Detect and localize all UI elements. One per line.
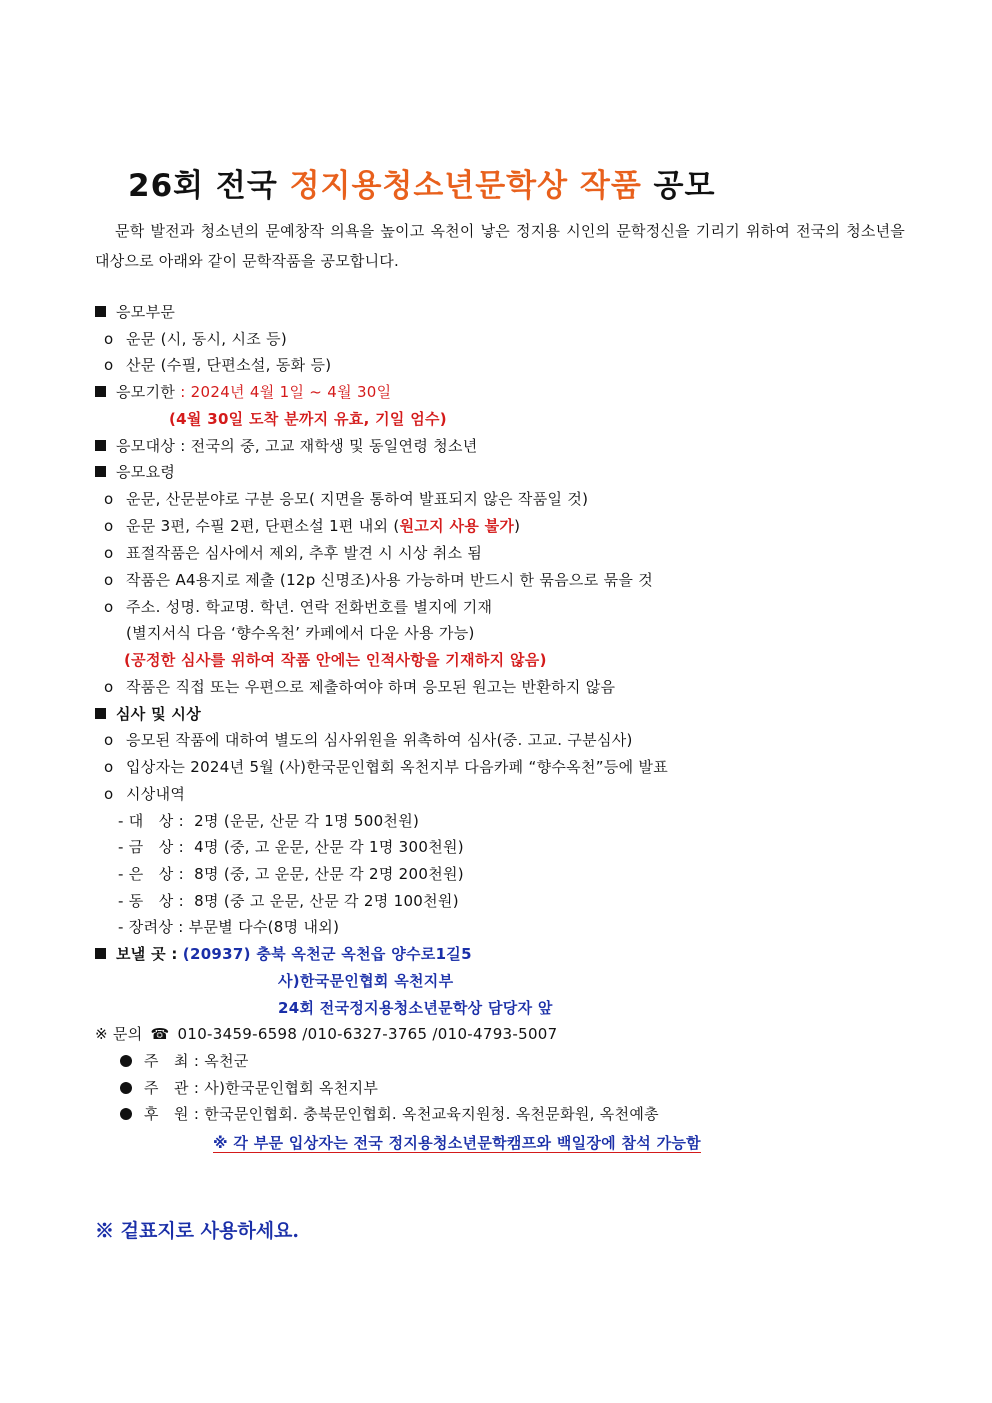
organizer-label: 후 원 xyxy=(144,1105,189,1123)
guide-item xyxy=(104,542,482,563)
circle-bullet-icon: o xyxy=(104,571,114,589)
send-recipient: 24회 전국정지용청소년문학상 담당자 앞 xyxy=(278,999,553,1017)
organizer-label: 주 관 xyxy=(144,1079,189,1097)
organizer-row: 주 최 : 옥천군 xyxy=(120,1050,249,1071)
judging-item-text: 응모된 작품에 대하여 별도의 심사위원을 위촉하여 심사(중. 고교. 구분심사) xyxy=(126,731,633,749)
guide-item-privacy-note: (공정한 심사를 위하여 작품 안에는 인적사항을 기재하지 않음) xyxy=(124,651,547,669)
guide-item xyxy=(104,596,492,617)
judging-item xyxy=(104,729,633,750)
page-title xyxy=(128,160,715,205)
dot-bullet-icon xyxy=(120,1108,132,1120)
dot-bullet-icon xyxy=(120,1055,132,1067)
send-row xyxy=(95,943,472,964)
phone-icon: ☎ xyxy=(150,1025,170,1043)
judging-heading: 심사 및 시상 xyxy=(116,705,201,723)
guide-heading-row xyxy=(95,461,175,482)
title-highlight: 정지용청소년문학상 작품 xyxy=(289,168,642,204)
guide-item-text: 운문 3편, 수필 2편, 단편소설 1편 내외 ( xyxy=(126,517,400,535)
square-bullet-icon xyxy=(95,466,106,477)
circle-bullet-icon: o xyxy=(104,731,114,749)
guide-item xyxy=(104,676,615,697)
send-heading: 보낼 곳 : xyxy=(116,945,178,963)
category-heading: 응모부문 xyxy=(116,303,176,321)
judging-heading-row xyxy=(95,703,201,724)
guide-heading: 응모요령 xyxy=(116,463,176,481)
contact-label: ※ 문의 xyxy=(95,1025,143,1043)
guide-item xyxy=(104,488,588,509)
prize-row: - 대 상 : 2명 (운문, 산문 각 1명 500천원) xyxy=(118,812,420,830)
period-heading: 응모기한 xyxy=(116,383,176,401)
circle-bullet-icon: o xyxy=(104,598,114,616)
prize-row: - 장려상 : 부문별 다수(8명 내외) xyxy=(118,918,340,936)
target-text: : 전국의 중, 고교 재학생 및 동일연령 청소년 xyxy=(175,437,478,455)
category-item xyxy=(104,354,331,375)
circle-bullet-icon: o xyxy=(104,785,114,803)
guide-item-text-end: ) xyxy=(514,517,521,535)
title-suffix: 공모 xyxy=(641,168,716,204)
cover-page-note: ※ 겉표지로 사용하세요. xyxy=(95,1220,300,1242)
organizer-value: 옥천군 xyxy=(204,1052,249,1070)
square-bullet-icon xyxy=(95,386,106,397)
organizer-label: 주 최 xyxy=(144,1052,189,1070)
guide-item-text: 작품은 A4용지로 제출 (12p 신명조)사용 가능하며 반드시 한 묶음으로 묶을 것 xyxy=(126,571,654,589)
prize-row: - 은 상 : 8명 (중, 고 운문, 산문 각 2명 200천원) xyxy=(118,865,464,883)
prize-row: - 금 상 : 4명 (중, 고 운문, 산문 각 1명 300천원) xyxy=(118,838,464,856)
judging-item-text: 시상내역 xyxy=(126,785,186,803)
dot-bullet-icon xyxy=(120,1082,132,1094)
guide-item-subnote: (별지서식 다음 ‘향수옥천’ 카페에서 다운 사용 가능) xyxy=(126,624,475,642)
category-item xyxy=(104,328,287,349)
circle-bullet-icon: o xyxy=(104,517,114,535)
guide-item-text: 표절작품은 심사에서 제외, 추후 발견 시 시상 취소 됨 xyxy=(126,544,483,562)
square-bullet-icon xyxy=(95,440,106,451)
period-row xyxy=(95,381,391,402)
target-row xyxy=(95,435,478,456)
guide-item-text: 주소. 성명. 학교명. 학년. 연락 전화번호를 별지에 기재 xyxy=(126,598,493,616)
square-bullet-icon xyxy=(95,948,106,959)
organizer-row: 주 관 : 사)한국문인협회 옥천지부 xyxy=(120,1077,378,1098)
target-heading: 응모대상 xyxy=(116,437,176,455)
organizer-value: 한국문인협회. 충북문인협회. 옥천교육지원청. 옥천문화원, 옥천예총 xyxy=(204,1105,659,1123)
title-prefix: 26회 전국 xyxy=(128,168,290,204)
guide-item-text: 작품은 직접 또는 우편으로 제출하여야 하며 응모된 원고는 반환하지 않음 xyxy=(126,678,616,696)
guide-item-text: 운문, 산문분야로 구분 응모( 지면을 통하여 발표되지 않은 작품일 것) xyxy=(126,490,589,508)
category-item-text: 운문 (시, 동시, 시조 등) xyxy=(126,330,288,348)
send-address: (20937) 충북 옥천군 옥천읍 양수로1길5 xyxy=(182,945,472,963)
guide-item xyxy=(104,515,520,536)
contact-row xyxy=(95,1023,557,1044)
contact-numbers: 010-3459-6598 /010-6327-3765 /010-4793-5007 xyxy=(177,1025,558,1043)
prize-row: - 동 상 : 8명 (중 고 운문, 산문 각 2명 100천원) xyxy=(118,892,459,910)
guide-item xyxy=(104,569,653,590)
category-heading-row xyxy=(95,301,175,322)
send-recipient-org: 사)한국문인협회 옥천지부 xyxy=(278,972,454,990)
period-dates: 2024년 4월 1일 ~ 4월 30일 xyxy=(190,383,392,401)
circle-bullet-icon: o xyxy=(104,356,114,374)
circle-bullet-icon: o xyxy=(104,544,114,562)
circle-bullet-icon: o xyxy=(104,678,114,696)
circle-bullet-icon: o xyxy=(104,490,114,508)
judging-item xyxy=(104,783,185,804)
guide-item-warning: 원고지 사용 불가 xyxy=(399,517,515,535)
period-separator: : xyxy=(175,383,191,401)
square-bullet-icon xyxy=(95,708,106,719)
organizer-row: 후 원 : 한국문인협회. 충북문인협회. 옥천교육지원청. 옥천문화원, 옥천예총 xyxy=(120,1103,659,1124)
circle-bullet-icon: o xyxy=(104,758,114,776)
judging-item-text: 입상자는 2024년 5월 (사)한국문인협회 옥천지부 다음카페 “향수옥천”등에 발표 xyxy=(126,758,669,776)
period-note: (4월 30일 도착 분까지 유효, 기일 엄수) xyxy=(169,410,447,428)
organizer-value: 사)한국문인협회 옥천지부 xyxy=(204,1079,379,1097)
square-bullet-icon xyxy=(95,306,106,317)
participation-notice: ※ 각 부문 입상자는 전국 정지용청소년문학캠프와 백일장에 참석 가능함 xyxy=(213,1134,701,1152)
judging-item xyxy=(104,756,668,777)
category-item-text: 산문 (수필, 단편소설, 동화 등) xyxy=(126,356,332,374)
circle-bullet-icon: o xyxy=(104,330,114,348)
intro-paragraph: 문학 발전과 청소년의 문예창작 의욕을 높이고 옥천이 낳은 정지용 시인의 문학정신을 기리기 위하여 전국의 청소년을 대상으로 아래와 같이 문학작품을 공모합니다. xyxy=(95,222,905,270)
